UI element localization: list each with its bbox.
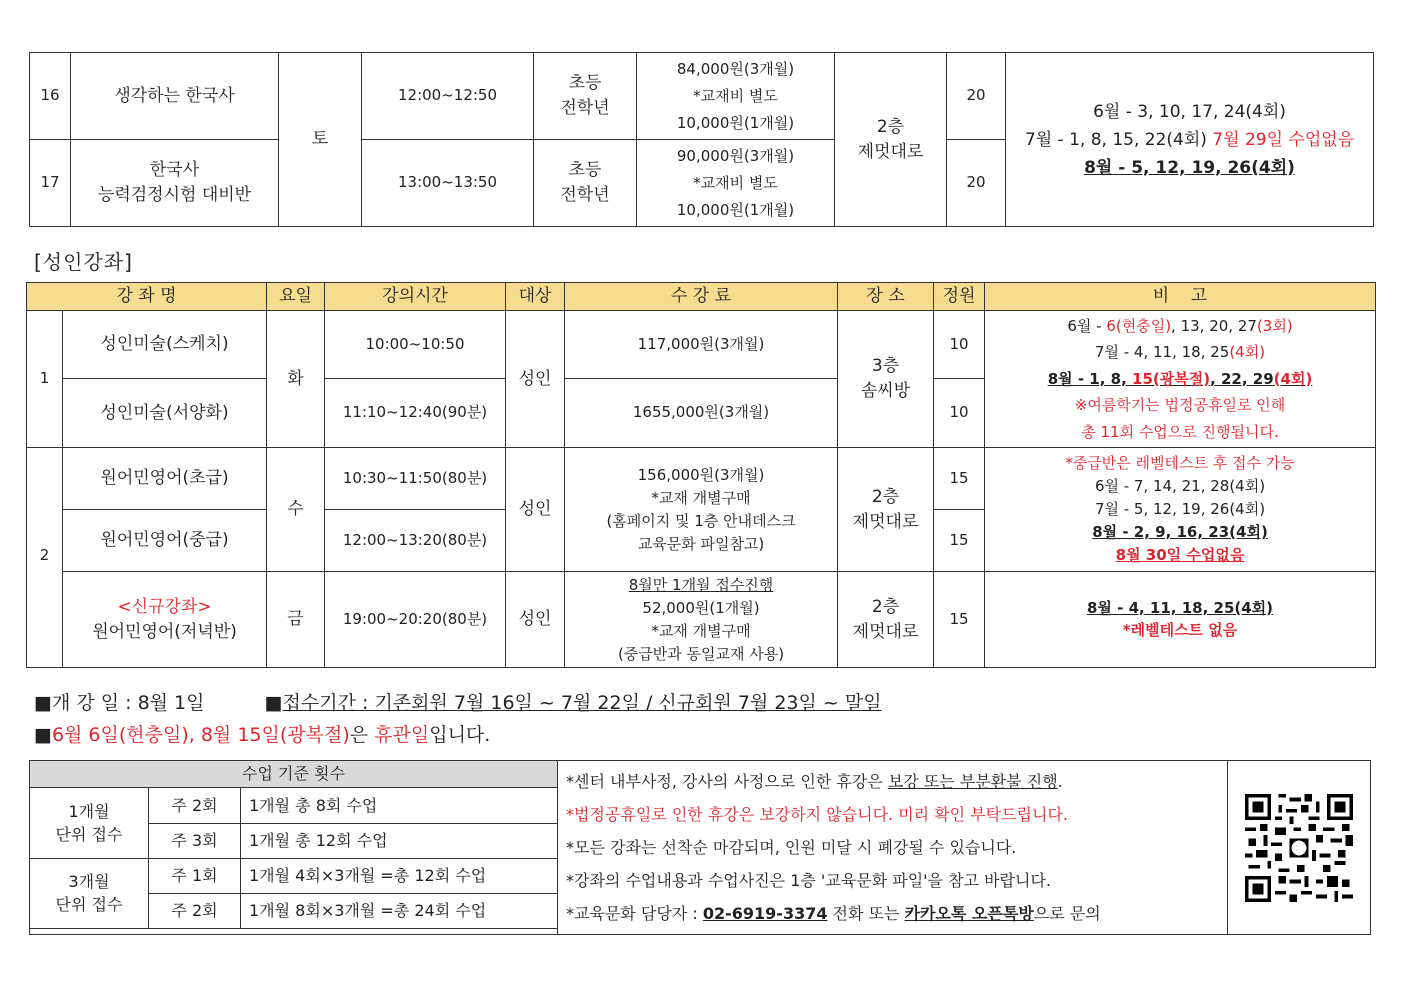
course-target: 성인 xyxy=(506,448,565,572)
header-time: 강의시간 xyxy=(325,283,506,311)
adult-course-table xyxy=(26,282,1376,668)
course-day: 토 xyxy=(279,53,362,227)
class-frequency-table xyxy=(29,760,1371,935)
group-label: 3개월 단위 접수 xyxy=(30,858,149,929)
course-name: <신규강좌> 원어민영어(저녁반) xyxy=(63,572,267,668)
course-day: 금 xyxy=(267,572,325,668)
frequency: 주 2회 xyxy=(149,788,241,824)
kakao-openchat: 카카오톡 오픈톡방 xyxy=(904,904,1034,923)
registration-period: 접수기간 : 기존회원 7월 16일 ~ 7월 22일 / 신규회원 7월 23일 ~ 말일 xyxy=(282,692,882,714)
course-number: 17 xyxy=(30,140,71,227)
header-fee: 수 강 료 xyxy=(565,283,838,311)
course-time: 12:00~13:20(80분) xyxy=(325,510,506,572)
notice-dates: ■개 강 일 : 8월 1일 ■접수기간 : 기존회원 7월 16일 ~ 7월 22일 / 신규회원 7월 23일 ~ 말일 xyxy=(34,692,882,714)
course-time: 12:00~12:50 xyxy=(362,53,534,140)
course-time: 10:00~10:50 xyxy=(325,311,506,379)
course-name: 원어민영어(중급) xyxy=(63,510,267,572)
course-capacity: 20 xyxy=(947,140,1006,227)
course-place: 2층 제멋대로 xyxy=(838,448,934,572)
course-time: 10:30~11:50(80분) xyxy=(325,448,506,510)
course-fee: 84,000원(3개월) *교재비 별도 10,000원(1개월) xyxy=(637,53,835,140)
course-name: 성인미술(스케치) xyxy=(63,311,267,379)
header-place: 장 소 xyxy=(838,283,934,311)
course-name: 한국사 능력검정시험 대비반 xyxy=(71,140,279,227)
frequency-desc: 1개월 4회×3개월 =총 12회 수업 xyxy=(241,858,558,894)
header-target: 대상 xyxy=(506,283,565,311)
course-fee: 90,000원(3개월) *교재비 별도 10,000원(1개월) xyxy=(637,140,835,227)
table-row xyxy=(30,53,1374,140)
header-capacity: 정원 xyxy=(934,283,985,311)
qr-code-icon[interactable] xyxy=(1245,794,1353,902)
course-place: 2층 제멋대로 xyxy=(835,53,947,227)
table-row xyxy=(27,572,1376,668)
group-number: 2 xyxy=(27,448,63,668)
course-capacity: 15 xyxy=(934,510,985,572)
course-target: 성인 xyxy=(506,572,565,668)
course-time: 13:00~13:50 xyxy=(362,140,534,227)
course-capacity: 15 xyxy=(934,448,985,510)
frequency: 주 3회 xyxy=(149,823,241,858)
kids-course-table xyxy=(29,52,1374,227)
frequency-desc: 1개월 총 8회 수업 xyxy=(241,788,558,824)
section-title: [성인강좌] xyxy=(34,250,133,274)
course-name: 원어민영어(초급) xyxy=(63,448,267,510)
course-day: 화 xyxy=(267,311,325,448)
course-capacity: 10 xyxy=(934,379,985,448)
course-fee: 117,000원(3개월) xyxy=(565,311,838,379)
course-target: 초등 전학년 xyxy=(534,53,637,140)
course-day: 수 xyxy=(267,448,325,572)
course-time: 11:10~12:40(90분) xyxy=(325,379,506,448)
frequency: 주 2회 xyxy=(149,894,241,929)
notice-holidays: ■6월 6일(현충일), 8월 15일(광복절)은 휴관일입니다. xyxy=(34,724,491,746)
table-header-row xyxy=(27,283,1376,311)
course-notes: 6월 - 6(현충일), 13, 20, 27(3회) 7월 - 4, 11, 18, 25(4회) 8월 - 1, 8, 15(광복절), 22, 29(4회) ※여름학기는 법정공휴일로 인해 총 11회 수업으로 진행됩니다. xyxy=(985,311,1376,448)
frequency-desc: 1개월 총 12회 수업 xyxy=(241,823,558,858)
course-capacity: 15 xyxy=(934,572,985,668)
course-fee: 1655,000원(3개월) xyxy=(565,379,838,448)
frequency: 주 1회 xyxy=(149,858,241,894)
course-notes: 6월 - 3, 10, 17, 24(4회) 7월 - 1, 8, 15, 22(4회) 7월 29일 수업없음 8월 - 5, 12, 19, 26(4회) xyxy=(1006,53,1374,227)
course-target: 초등 전학년 xyxy=(534,140,637,227)
course-notes: 8월 - 4, 11, 18, 25(4회) *레벨테스트 없음 xyxy=(985,572,1376,668)
frequency-header: 수업 기준 횟수 xyxy=(30,761,558,788)
spacer xyxy=(30,929,558,935)
group-label: 1개월 단위 접수 xyxy=(30,788,149,859)
course-target: 성인 xyxy=(506,311,565,448)
course-name: 성인미술(서양화) xyxy=(63,379,267,448)
course-place: 3층 솜씨방 xyxy=(838,311,934,448)
opening-date: 개 강 일 : 8월 1일 xyxy=(51,692,205,714)
table-row xyxy=(27,448,1376,510)
course-capacity: 20 xyxy=(947,53,1006,140)
course-notes: *중급반은 레벨테스트 후 접수 가능 6월 - 7, 14, 21, 28(4회) 7월 - 5, 12, 19, 26(4회) 8월 - 2, 9, 16, 23(4회) 8월 30일 수업없음 xyxy=(985,448,1376,572)
course-name: 생각하는 한국사 xyxy=(71,53,279,140)
course-capacity: 10 xyxy=(934,311,985,379)
header-course-name: 강 좌 명 xyxy=(27,283,267,311)
table-row xyxy=(27,311,1376,379)
header-notes: 비 고 xyxy=(985,283,1376,311)
qr-cell xyxy=(1228,761,1371,935)
course-fee: 8월만 1개월 접수진행 52,000원(1개월) *교재 개별구매 (중급반과 동일교재 사용) xyxy=(565,572,838,668)
frequency-desc: 1개월 8회×3개월 =총 24회 수업 xyxy=(241,894,558,929)
contact-phone: 02-6919-3374 xyxy=(702,904,828,923)
table-header-row xyxy=(30,761,1371,788)
group-number: 1 xyxy=(27,311,63,448)
course-time: 19:00~20:20(80분) xyxy=(325,572,506,668)
policy-notes: *센터 내부사정, 강사의 사정으로 인한 휴강은 보강 또는 부분환불 진행. *법정공휴일로 인한 휴강은 보강하지 않습니다. 미리 확인 부탁드립니다. *모든 강좌는 선착순 마감되며, 인원 미달 시 폐강될 수 있습니다. *강좌의 수업내용과 수업사진은 1층 '교육문화 파일'을 참고 바랍니다. *교육문화 담당자 : 02-6919-3374 전화 또는 카카오톡 오픈톡방으로 문의 xyxy=(558,761,1228,935)
course-fee: 156,000원(3개월) *교재 개별구매 (홈페이지 및 1층 안내데스크 교육문화 파일참고) xyxy=(565,448,838,572)
header-day: 요일 xyxy=(267,283,325,311)
course-number: 16 xyxy=(30,53,71,140)
course-place: 2층 제멋대로 xyxy=(838,572,934,668)
